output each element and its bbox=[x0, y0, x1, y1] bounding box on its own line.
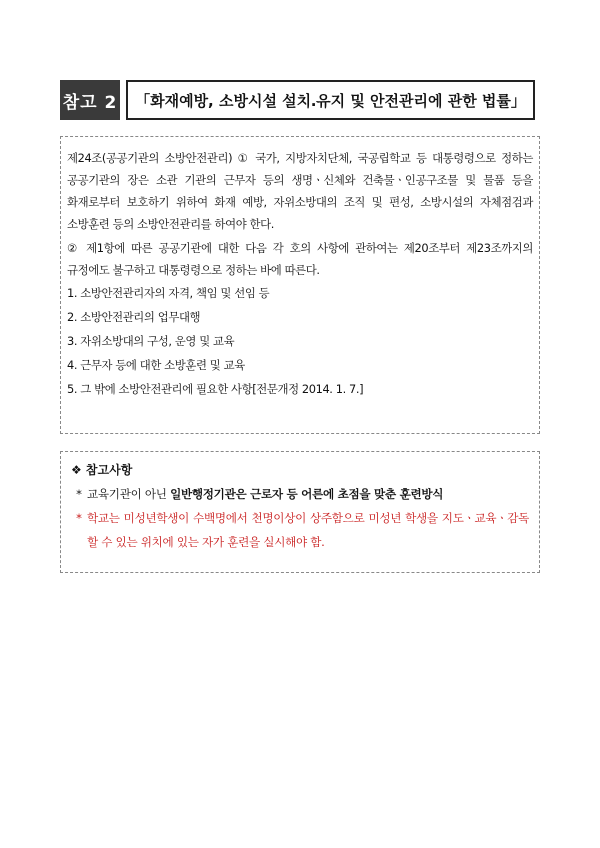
note-school bbox=[71, 506, 529, 554]
notes-box bbox=[60, 451, 540, 573]
note-general-prefix: 교육기관이 아닌 bbox=[87, 487, 171, 501]
asterisk-bullet: * bbox=[76, 487, 82, 501]
reference-tag: 참고 2 bbox=[60, 80, 120, 120]
article-paragraph-1: 제24조(공공기관의 소방안전관리) ① 국가, 지방자치단체, 국공립학교 등 대통령령으로 정하는 공공기관의 장은 소관 기관의 근무자 등의 생명ㆍ신체와 건축물ㆍ인공구조물 및 물품 등을 화재로부터 보호하기 위하여 화재 예방, 자위소방대의 조직 및 편성, 소방시설의 자체점검과 소방훈련 등의 소방안전관리를 하여야 한다. bbox=[67, 151, 533, 231]
article-item: 4. 근무자 등에 대한 소방훈련 및 교육 bbox=[67, 358, 245, 372]
article-item: 2. 소방안전관리의 업무대행 bbox=[67, 310, 201, 324]
note-general-text bbox=[87, 482, 443, 506]
note-general-emphasis: 일반행정기관은 근로자 등 어른에 초점을 맞춘 훈련방식 bbox=[170, 487, 444, 501]
notes-title: ❖ 참고사항 bbox=[71, 463, 133, 477]
law-title: ｢화재예방, 소방시설 설치․유지 및 안전관리에 관한 법률｣ bbox=[126, 80, 535, 120]
article-paragraph-2: ② 제1항에 따른 공공기관에 대한 다음 각 호의 사항에 관하여는 제20조부터 제23조까지의 규정에도 불구하고 대통령령으로 정하는 바에 따른다. bbox=[67, 241, 533, 277]
article-item: 5. 그 밖에 소방안전관리에 필요한 사항[전문개정 2014. 1. 7.] bbox=[67, 382, 364, 396]
reference-header bbox=[60, 80, 535, 120]
article-item: 3. 자위소방대의 구성, 운영 및 교육 bbox=[67, 334, 235, 348]
article-item: 1. 소방안전관리자의 자격, 책임 및 선임 등 bbox=[67, 286, 270, 300]
article-box bbox=[60, 136, 540, 434]
asterisk-bullet: * bbox=[76, 511, 82, 525]
note-general bbox=[71, 482, 529, 506]
note-school-text: 학교는 미성년학생이 수백명에서 천명이상이 상주함으로 미성년 학생을 지도ㆍ교육ㆍ감독할 수 있는 위치에 있는 자가 훈련을 실시해야 함. bbox=[87, 511, 529, 549]
